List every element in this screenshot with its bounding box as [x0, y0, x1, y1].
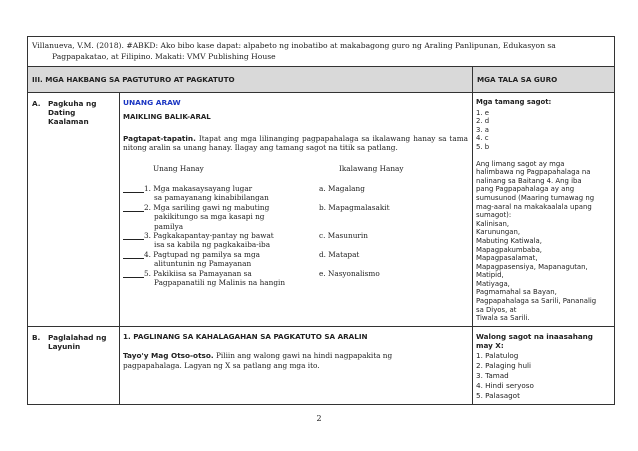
item-text: alituntunin ng Pamayanan: [154, 259, 252, 269]
answer-blank: [123, 203, 144, 212]
answer-key-list: [476, 109, 611, 152]
answer-blank: [123, 184, 144, 193]
section-a-content: [120, 93, 473, 327]
notes-paragraph: [476, 160, 611, 323]
steps-header: III. MGA HAKBANG SA PAGTUTURO AT PAGKATUTO: [28, 67, 473, 93]
notes-line: sa Diyos, at: [476, 305, 517, 314]
item-number: 1.: [144, 184, 151, 194]
section-a-row: [28, 93, 615, 327]
notes-line: Karunungan,: [476, 228, 521, 237]
reference-line-1: Villanueva, V.M. (2018). #ABKD: Ako bibo kase dapat: alpabeto ng inobatibo at makabagong guro ng Araling Panlipunan, Edukasyon sa: [32, 41, 556, 50]
expected-answer: 1. Palatulog: [476, 351, 519, 361]
item-text: Mga sariling gawi ng mabuting: [153, 202, 270, 212]
item-text: isa sa kabila ng pagkakaiba-iba: [154, 240, 271, 250]
notes-line: Ang limang sagot ay mga: [476, 159, 565, 168]
matching-item: [123, 250, 468, 269]
item-text: sa pamayanang kinabibilangan: [154, 193, 269, 203]
notes-line: Mapagpasensiya, Mapanagutan,: [476, 262, 588, 271]
instruction-text: Itapat ang mga lilinanging pagpapahalaga sa ikalawang hanay sa tama nitong aralin sa unang hanay. Ilagay ang tamang sagot na titik sa patlang.: [123, 133, 468, 153]
matching-item: [123, 184, 468, 203]
choice-text: c. Masunurin: [319, 231, 368, 241]
notes-line: Pagmamahal sa Bayan,: [476, 288, 557, 297]
notes-line: Mapagpasalamat,: [476, 254, 538, 263]
expected-answers-list: [476, 351, 611, 401]
table-header-row: [28, 67, 615, 93]
item-text: Pagpapanatili ng Malinis na hangin: [154, 278, 286, 288]
item-number: 2.: [144, 202, 151, 212]
choice-text: e. Nasyonalismo: [319, 268, 380, 278]
answer-key-item: 1. e: [476, 108, 490, 117]
notes-line: Tiwala sa Sarili.: [476, 314, 530, 323]
answer-blank: [123, 231, 144, 240]
item-text: pakikitungo sa mga kasapi ng: [154, 212, 265, 222]
section-b-label: [28, 326, 120, 404]
instruction-title: Pagtapat-tapatin.: [123, 133, 196, 143]
column-2-heading: Ikalawang Hanay: [339, 163, 404, 173]
answer-blank: [123, 250, 144, 259]
notes-line: Kalinisan,: [476, 219, 510, 228]
choice-text: a. Magalang: [319, 184, 365, 194]
notes-line: pang Pagpapahalaga ay ang: [476, 185, 575, 194]
expected-answer: 4. Hindi seryoso: [476, 381, 534, 391]
notes-line: Mabuting Katiwala,: [476, 236, 542, 245]
section-a-notes: [473, 93, 615, 327]
notes-line: sumusunod (Maaring tumawag ng: [476, 193, 595, 202]
column-1-heading: Unang Hanay: [153, 163, 204, 173]
notes-line: halimbawa ng Pagpapahalaga na: [476, 168, 591, 177]
item-text: Pakikiisa sa Pamayanan sa: [153, 268, 252, 278]
section-b-content: [120, 326, 473, 404]
section-b-notes: [473, 326, 615, 404]
section-a-label-line: Kaalaman: [48, 117, 89, 127]
section-b-label-line: Layunin: [48, 342, 81, 352]
answer-key-item: 3. a: [476, 125, 489, 134]
expected-answer: 2. Palaging huli: [476, 361, 532, 371]
notes-heading: Mga tamang sagot:: [476, 98, 552, 106]
answer-key-item: 5. b: [476, 142, 490, 151]
expected-answer: 3. Tamad: [476, 371, 509, 381]
item-number: 3.: [144, 231, 151, 241]
notes-header: MGA TALA SA GURO: [473, 67, 615, 93]
notes-line: sumagot):: [476, 211, 512, 220]
item-number: 4.: [144, 249, 151, 259]
item-text: Pagkakapantay-pantay ng bawat: [153, 231, 274, 241]
instruction-paragraph: [123, 134, 468, 153]
item-text: Pagtupad ng pamilya sa mga: [153, 249, 260, 259]
section-b-heading: 1. PAGLINANG SA KAHALAGAHAN SA PAGKATUTO SA ARALIN: [123, 331, 368, 341]
item-text: pamilya: [154, 221, 184, 231]
notes-line: Pagpapahalaga sa Sarili, Pananalig: [476, 297, 597, 306]
activity-title: Tayo'y Mag Otso-otso.: [123, 351, 214, 361]
choice-text: d. Matapat: [319, 249, 360, 259]
reference-citation: [28, 37, 615, 67]
answer-key-item: 4. c: [476, 134, 489, 143]
answer-blank: [123, 269, 144, 278]
page-number: 2: [316, 414, 322, 423]
column-headings: [123, 164, 468, 173]
section-a-letter: A.: [32, 99, 41, 108]
notes-line: Matiyaga,: [476, 279, 510, 288]
section-a-label: [28, 93, 120, 327]
section-a-label-line: Dating: [48, 108, 76, 118]
day-heading: UNANG ARAW: [123, 98, 181, 107]
notes-line: Mapagpakumbaba,: [476, 245, 542, 254]
item-number: 5.: [144, 268, 151, 278]
answer-key-item: 2. d: [476, 117, 490, 126]
review-subheading: MAIKLING BALIK-ARAL: [123, 113, 211, 122]
expected-answer: 5. Palasagot: [476, 391, 520, 401]
section-b-label-line: Paglalahad ng: [48, 332, 107, 342]
section-a-label-line: Pagkuha ng: [48, 99, 97, 108]
item-text: Mga makasaysayang lugar: [153, 184, 253, 194]
notes-line: nalinang sa Baitang 4. Ang iba: [476, 176, 582, 185]
reference-line-2: Pagpapakatao, at Filipino. Makati: VMV Publishing House: [52, 51, 276, 61]
notes-heading: Walong sagot na inaasahang: [476, 331, 593, 341]
notes-line: Matipid,: [476, 271, 504, 280]
section-b-row: [28, 326, 615, 404]
matching-item: [123, 231, 468, 250]
matching-item: [123, 203, 468, 231]
notes-line: mag-aaral na makakaalala upang: [476, 202, 592, 211]
lesson-plan-table: [27, 36, 615, 405]
matching-item: [123, 269, 468, 288]
choice-text: b. Mapagmalasakit: [319, 202, 390, 212]
activity-text: Piliin ang walong gawi na hindi nagpapakita ng: [213, 351, 393, 361]
section-b-letter: B.: [32, 332, 41, 342]
notes-heading: may X:: [476, 341, 504, 351]
activity-paragraph: [123, 351, 468, 370]
activity-text: pagpapahalaga. Lagyan ng X sa patlang ang mga ito.: [123, 360, 320, 370]
